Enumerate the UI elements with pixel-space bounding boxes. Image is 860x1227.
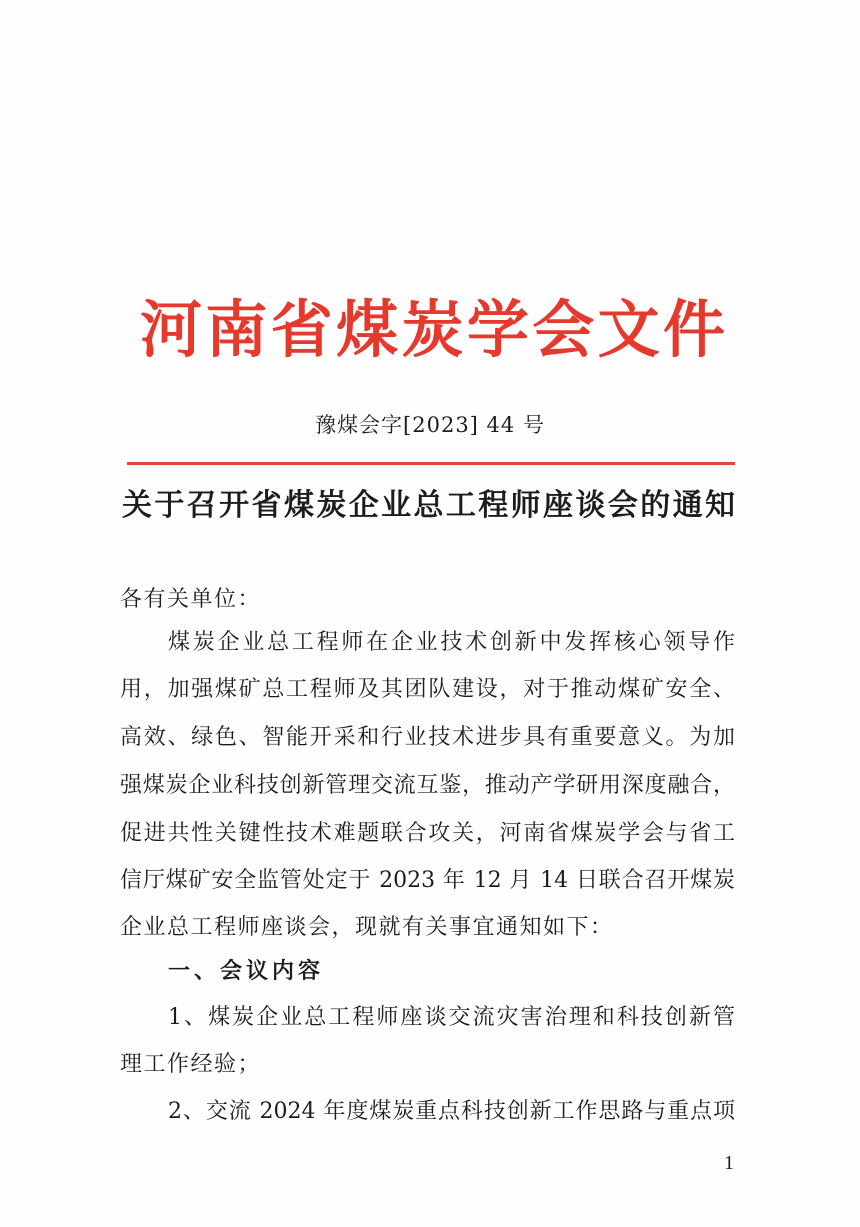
notice-title: 关于召开省煤炭企业总工程师座谈会的通知 (122, 488, 735, 523)
intro-line-4: 强煤炭企业科技创新管理交流互鉴，推动产学研用深度融合， (120, 773, 735, 798)
item-1-line-2: 理工作经验； (120, 1052, 262, 1077)
intro-line-3: 高效、绿色、智能开采和行业技术进步具有重要意义。为加 (120, 725, 735, 750)
intro-line-5: 促进共性关键性技术难题联合攻关，河南省煤炭学会与省工 (120, 821, 735, 846)
intro-line-2: 用，加强煤矿总工程师及其团队建设，对于推动煤矿安全、 (120, 677, 735, 702)
intro-line-6: 信厅煤矿安全监管处定于 2023 年 12 月 14 日联合召开煤炭 (120, 868, 735, 893)
intro-line-1: 煤炭企业总工程师在企业技术创新中发挥核心领导作 (168, 630, 735, 655)
salutation: 各有关单位： (120, 587, 262, 612)
red-divider-line (127, 462, 735, 465)
item-1-line-1: 1、煤炭企业总工程师座谈交流灾害治理和科技创新管 (168, 1005, 735, 1030)
item-2-line-1: 2、交流 2024 年度煤炭重点科技创新工作思路与重点项 (168, 1099, 735, 1124)
section-heading-meeting-content: 一、会议内容 (168, 959, 325, 984)
intro-line-7: 企业总工程师座谈会，现就有关事宜通知如下： (120, 915, 614, 940)
issuer-header-title: 河南省煤炭学会文件 (140, 293, 725, 366)
page-number: 1 (724, 1152, 734, 1174)
document-number: 豫煤会字[2023] 44 号 (315, 413, 545, 437)
